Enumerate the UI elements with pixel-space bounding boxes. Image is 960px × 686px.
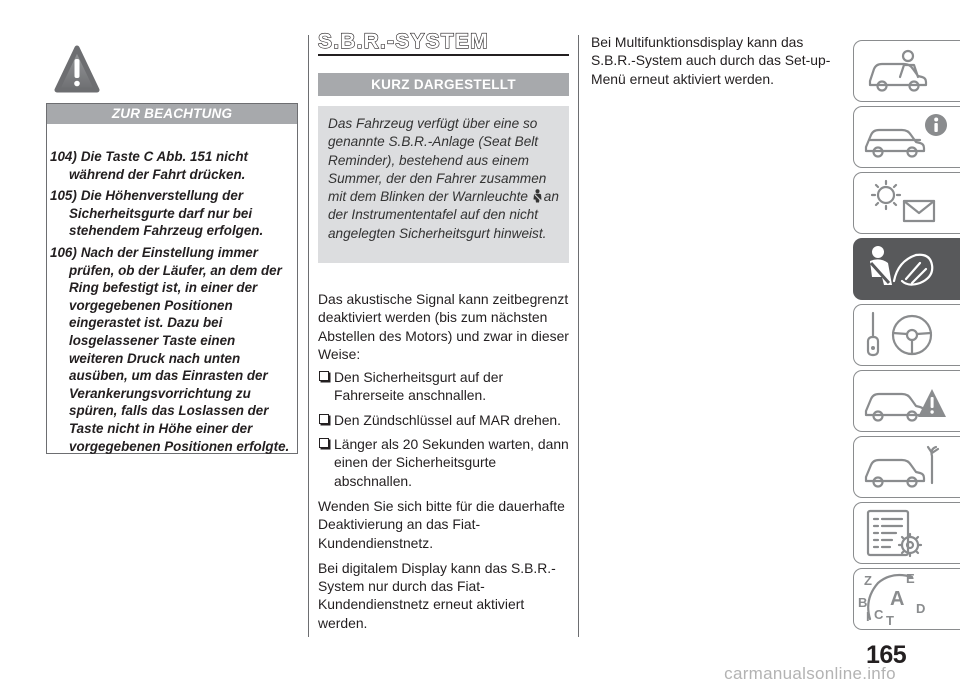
summary-heading: KURZ DARGESTELLT	[318, 73, 569, 96]
summary-text: Das Fahrzeug verfügt über eine so genannte S.B.R.-Anlage (Seat Belt Reminder), bestehend aus einem Summer, der den Fahrer zusammen mit dem Blinken der Warnleuchte	[328, 116, 547, 205]
svg-text:T: T	[886, 613, 894, 627]
car-info-icon	[856, 109, 956, 165]
step-text: Den Sicherheitsgurt auf der Fahrerseite anschnallen.	[334, 369, 504, 404]
step-text: Den Zündschlüssel auf MAR drehen.	[334, 411, 561, 428]
step-item	[318, 435, 569, 490]
column-divider	[308, 35, 309, 637]
warning-item	[50, 244, 293, 455]
tab-servicing-care[interactable]	[853, 436, 960, 498]
warning-item-number: 105)	[50, 188, 77, 204]
warning-light-envelope-icon	[856, 175, 956, 231]
document-list-gear-icon	[856, 505, 956, 561]
svg-text:I: I	[866, 609, 870, 624]
deactivation-intro: Das akustische Signal kann zeitbegrenzt deaktiviert werden (bis zum nächsten Abstellen des Motors) und zwar in dieser Weise:	[318, 291, 569, 362]
tab-in-an-emergency[interactable]	[853, 370, 960, 432]
seatbelt-airbag-icon	[856, 241, 956, 297]
svg-text:C: C	[874, 607, 884, 622]
checkbox-bullet-icon	[319, 438, 329, 448]
multifunction-display-text: Bei Multifunktionsdisplay kann das S.B.R.-System auch durch das Set-up-Menü erneut aktiviert werden.	[591, 34, 831, 87]
svg-text:D: D	[916, 601, 926, 616]
warning-item	[50, 187, 293, 240]
watermark: carmanualsonline.info	[724, 664, 896, 683]
warning-item-number: 104)	[50, 149, 77, 164]
warning-item-text: Die Taste C Abb. 151 nicht während der Fahrt drücken.	[69, 149, 248, 182]
checkbox-bullet-icon	[319, 371, 329, 381]
step-item	[318, 368, 569, 405]
car-warning-triangle-icon	[856, 373, 956, 429]
step-item	[318, 411, 569, 429]
checkbox-bullet-icon	[319, 414, 329, 424]
step-text: Länger als 20 Sekunden warten, dann einen der Sicherheitsgurte abschnallen.	[334, 436, 569, 489]
sbr-section	[318, 30, 569, 632]
svg-text:E: E	[906, 571, 915, 586]
warning-item	[50, 148, 293, 183]
alphabet-index-icon	[856, 571, 956, 627]
warning-item-number: 106)	[50, 244, 77, 260]
warning-triangle-icon	[54, 44, 100, 94]
summary-box	[318, 106, 569, 263]
tab-warning-lights-messages[interactable]	[853, 172, 960, 234]
svg-text:B: B	[858, 595, 868, 610]
tab-knowing-your-car[interactable]	[853, 40, 960, 102]
warning-heading: ZUR BEACHTUNG	[47, 104, 297, 124]
warning-item-text: Nach der Einstellung immer prüfen, ob der Läufer, an dem der Ring befestigt ist, in einer der vorgegebenen Positionen eingerastet ist. Dazu bei losgelassener Taste einen weiteren Druck nach unten ausüben, um das Einrasten der Verankerungsvorrichtung zu spüren, falls das Loslassen der Taste nicht in Höhe einer der vorgegebenen Positionen erfolgte.	[69, 244, 290, 454]
summary-text-continued: an der Instrumententafel auf den nicht angelegten Sicherheitsgurt hinweist.	[328, 189, 559, 241]
tab-technical-data[interactable]	[853, 502, 960, 564]
warning-box	[46, 103, 298, 454]
title-rule	[318, 54, 569, 56]
multifunction-section	[591, 33, 831, 88]
svg-text:Z: Z	[864, 573, 872, 588]
car-person-icon	[856, 43, 956, 99]
column-divider	[578, 35, 579, 637]
warning-list	[47, 124, 297, 455]
section-title: S.B.R.-SYSTEM	[318, 30, 489, 53]
tab-safety[interactable]	[853, 238, 960, 300]
warning-item-text: Die Höhenverstellung der Sicherheitsgurte darf nur bei stehendem Fahrzeug erfolgen.	[69, 188, 264, 239]
tab-dashboard-info[interactable]	[853, 106, 960, 168]
tab-index[interactable]	[853, 568, 960, 630]
seatbelt-warning-icon	[532, 189, 543, 203]
deactivation-steps	[318, 368, 569, 490]
tab-starting-driving[interactable]	[853, 304, 960, 366]
digital-display-text: Bei digitalem Display kann das S.B.R.-System nur durch das Fiat-Kundendienstnetz erneut aktiviert werden.	[318, 559, 556, 631]
permanent-deactivation-text: Wenden Sie sich bitte für die dauerhafte Deaktivierung an das Fiat-Kundendienstnetz.	[318, 497, 565, 551]
svg-text:A: A	[890, 588, 905, 610]
key-steering-wheel-icon	[856, 307, 956, 363]
car-wrench-icon	[856, 439, 956, 495]
page-number: 165	[866, 641, 907, 669]
